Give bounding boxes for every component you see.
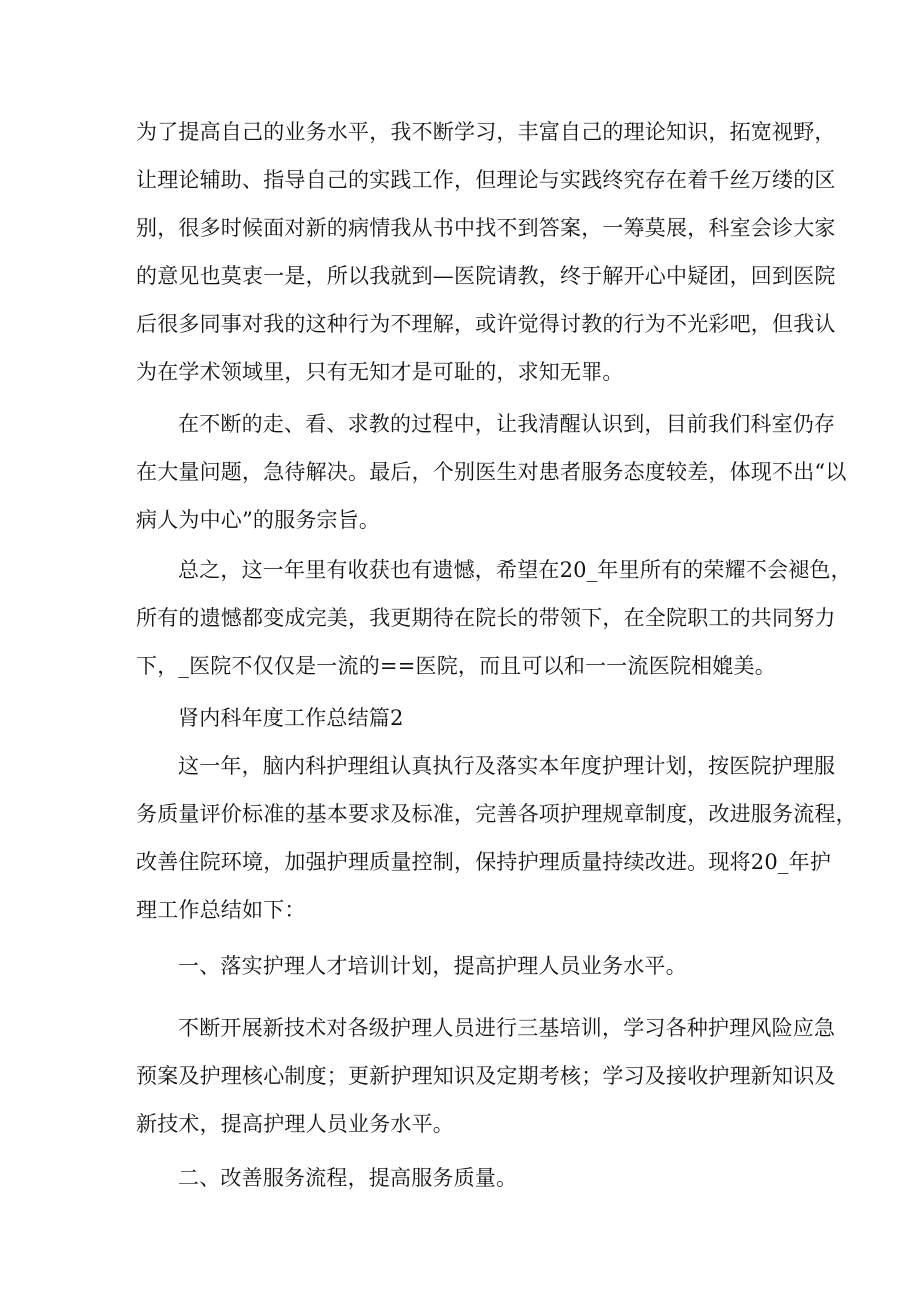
paragraph-2-line-3: 病人为中心”的服务宗旨。 <box>136 508 381 532</box>
paragraph-1-line-3: 别，很多时候面对新的病情我从书中找不到答案，一筹莫展，科室会诊大家 <box>136 216 836 240</box>
paragraph-1-line-4: 的意见也莫衷一是，所以我就到—医院请教，终于解开心中疑团，回到医院 <box>136 264 836 288</box>
paragraph-2-line-1: 在不断的走、看、求教的过程中，让我清醒认识到，目前我们科室仍存 <box>178 412 836 436</box>
paragraph-1-line-5: 后很多同事对我的这种行为不理解，或许觉得讨教的行为不光彩吧，但我认 <box>136 312 836 336</box>
subheading-2: 二、改善服务流程，提高服务质量。 <box>178 1166 518 1190</box>
paragraph-2-line-2: 在大量问题，急待解决。最后，个别医生对患者服务态度较差，体现不出“以 <box>136 460 847 484</box>
subheading-1: 一、落实护理人才培训计划，提高护理人员业务水平。 <box>178 954 687 978</box>
section-heading: 肾内科年度工作总结篇2 <box>178 706 404 730</box>
paragraph-1-line-1: 为了提高自己的业务水平，我不断学习，丰富自己的理论知识，拓宽视野， <box>136 120 836 144</box>
paragraph-5-line-2: 务质量评价标准的基本要求及标准，完善各项护理规章制度，改进服务流程， <box>136 802 857 826</box>
paragraph-7-line-2: 预案及护理核心制度；更新护理知识及定期考核；学习及接收护理新知识及 <box>136 1064 836 1088</box>
paragraph-5-line-1: 这一年，脑内科护理组认真执行及落实本年度护理计划，按医院护理服 <box>178 754 836 778</box>
paragraph-7-line-3: 新技术，提高护理人员业务水平。 <box>136 1112 454 1136</box>
paragraph-3-line-1: 总之，这一年里有收获也有遗憾，希望在20_年里所有的荣耀不会褪色， <box>178 558 852 582</box>
paragraph-3-line-3: 下，_医院不仅仅是一流的==医院，而且可以和一一流医院相媲美。 <box>136 654 776 678</box>
paragraph-3-line-2: 所有的遗憾都变成完美，我更期待在院长的带领下，在全院职工的共同努力 <box>136 606 836 630</box>
paragraph-5-line-3: 改善住院环境，加强护理质量控制，保持护理质量持续改进。现将20_年护 <box>136 850 832 874</box>
paragraph-7-line-1: 不断开展新技术对各级护理人员进行三基培训，学习各种护理风险应急 <box>178 1016 836 1040</box>
paragraph-1-line-2: 让理论辅助、指导自己的实践工作，但理论与实践终究存在着千丝万缕的区 <box>136 168 836 192</box>
paragraph-5-line-4: 理工作总结如下： <box>136 898 306 922</box>
paragraph-1-line-6: 为在学术领域里，只有无知才是可耻的，求知无罪。 <box>136 360 624 384</box>
